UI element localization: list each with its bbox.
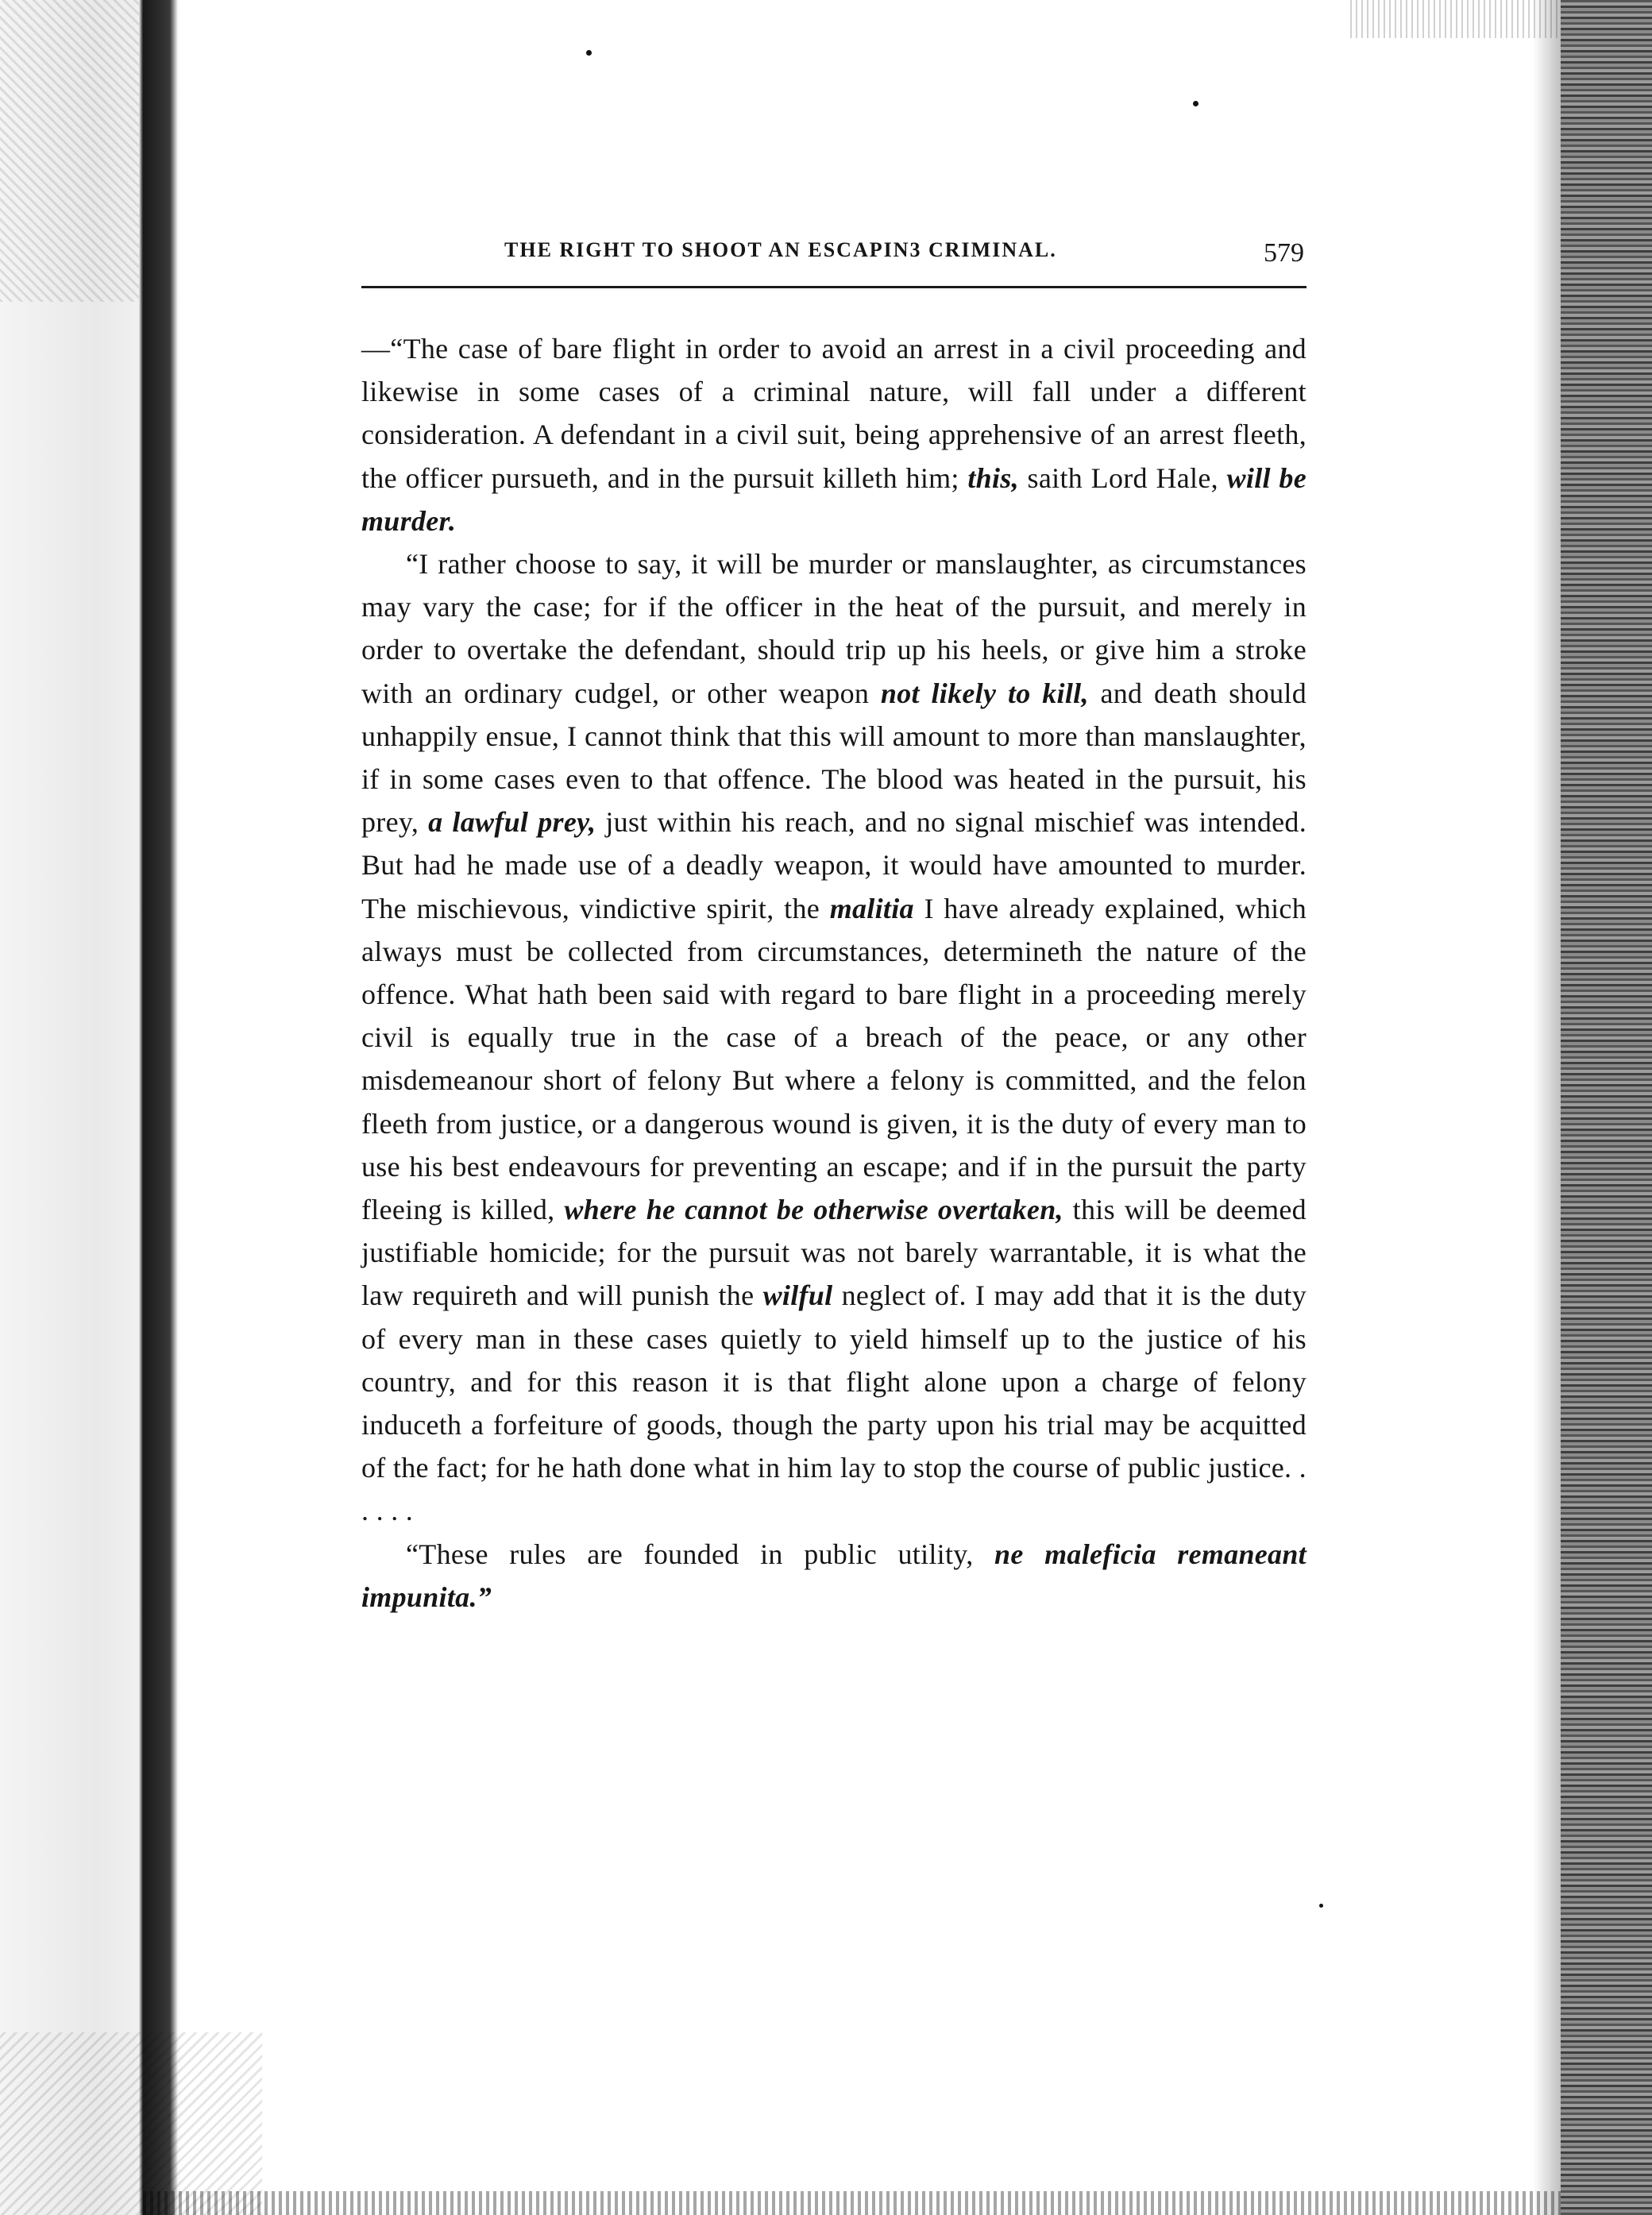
p2-italic-5: wilful [762, 1279, 833, 1312]
p2-text-4: I have already explained, which always must be collected from circumstances, determineth the nature of the offence. What hath been said with regard to bare flight in a proceeding merely civil is equally true in the case of a breach of the peace, or any other misdemeanour short of felony But where a felony is committed, and the felon fleeth from justice, or a dangerous wound is given, it is the duty of every man to use his best endeavours for preventing an escape; and if in the pursuit the party fleeing is killed, [361, 892, 1307, 1226]
p2-italic-1: not likely to kill, [880, 677, 1089, 709]
page-number: 579 [1264, 238, 1304, 268]
running-head: THE RIGHT TO SHOOT AN ESCAPIN3 CRIMINAL. [504, 238, 1057, 261]
paragraph-1 [361, 327, 1307, 542]
p1-italic-1: this, [967, 461, 1019, 494]
p2-text-3: just within his reach, and no signal mischief was intended. But had he made use of a deadly weapon, it would have amounted to murder. The mischievous, vindictive spirit, the [361, 806, 1307, 924]
left-binding-edge [0, 0, 183, 2215]
p1-text-1: —“The case of bare flight in order to avoid an arrest in a civil proceeding and likewise in some cases of a criminal nature, will fall under a different consideration. A defendant in a civil suit, being apprehensive of an arrest fleeth, the officer pursueth, and in the pursuit killeth him; [361, 333, 1307, 494]
scan-noise-top-left [0, 0, 139, 302]
speck-1 [586, 50, 592, 56]
speck-2 [1193, 101, 1198, 106]
right-page-edge [1561, 0, 1652, 2215]
p2-text-1: “I rather choose to say, it will be murder or manslaughter, as circumstances may vary the case; for if the officer in the heat of the pursuit, and merely in order to overtake the defendant, should trip up his heels, or give him a stroke with an ordinary cudgel, or other weapon [361, 548, 1307, 709]
scan-noise-bottom-left [0, 2032, 262, 2215]
p1-italic-2: will be murder. [361, 461, 1307, 537]
speck-3 [1319, 1904, 1323, 1908]
paragraph-2 [361, 542, 1307, 1533]
p2-text-2: and death should unhappily ensue, I cannot think that this will amount to more than manslaughter, if in some cases even to that offence. The blood was heated in the pursuit, his prey, [361, 677, 1307, 839]
body-text [361, 327, 1307, 1619]
page-shadow-right [1533, 0, 1561, 2215]
scan-noise-bottom [143, 2191, 1561, 2215]
paragraph-3 [361, 1533, 1307, 1619]
p1-text-2: saith Lord Hale, [1018, 461, 1227, 494]
p2-italic-4: where he cannot be otherwise overtaken, [564, 1194, 1063, 1226]
p3-text-1: “These rules are founded in public utility, [406, 1538, 995, 1570]
header-rule [361, 286, 1307, 288]
p2-text-5: this will be deemed justifiable homicide; for the pursuit was not barely warrantable, it is what the law requireth and will punish the [361, 1194, 1307, 1312]
p2-italic-2: a lawful prey, [428, 806, 596, 839]
p3-italic-1: ne maleficia remaneant impunita.” [361, 1538, 1307, 1613]
p2-italic-3: malitia [829, 892, 914, 924]
p2-text-6: neglect of. I may add that it is the duty of every man in these cases quietly to yield himself up to the justice of his country, and for this reason it is that flight alone upon a charge of felony induceth a forfeiture of goods, though the party upon his trial may be acquitted of the fact; for he hath done what in him lay to stop the course of public justice. . . . . . [361, 1279, 1307, 1527]
